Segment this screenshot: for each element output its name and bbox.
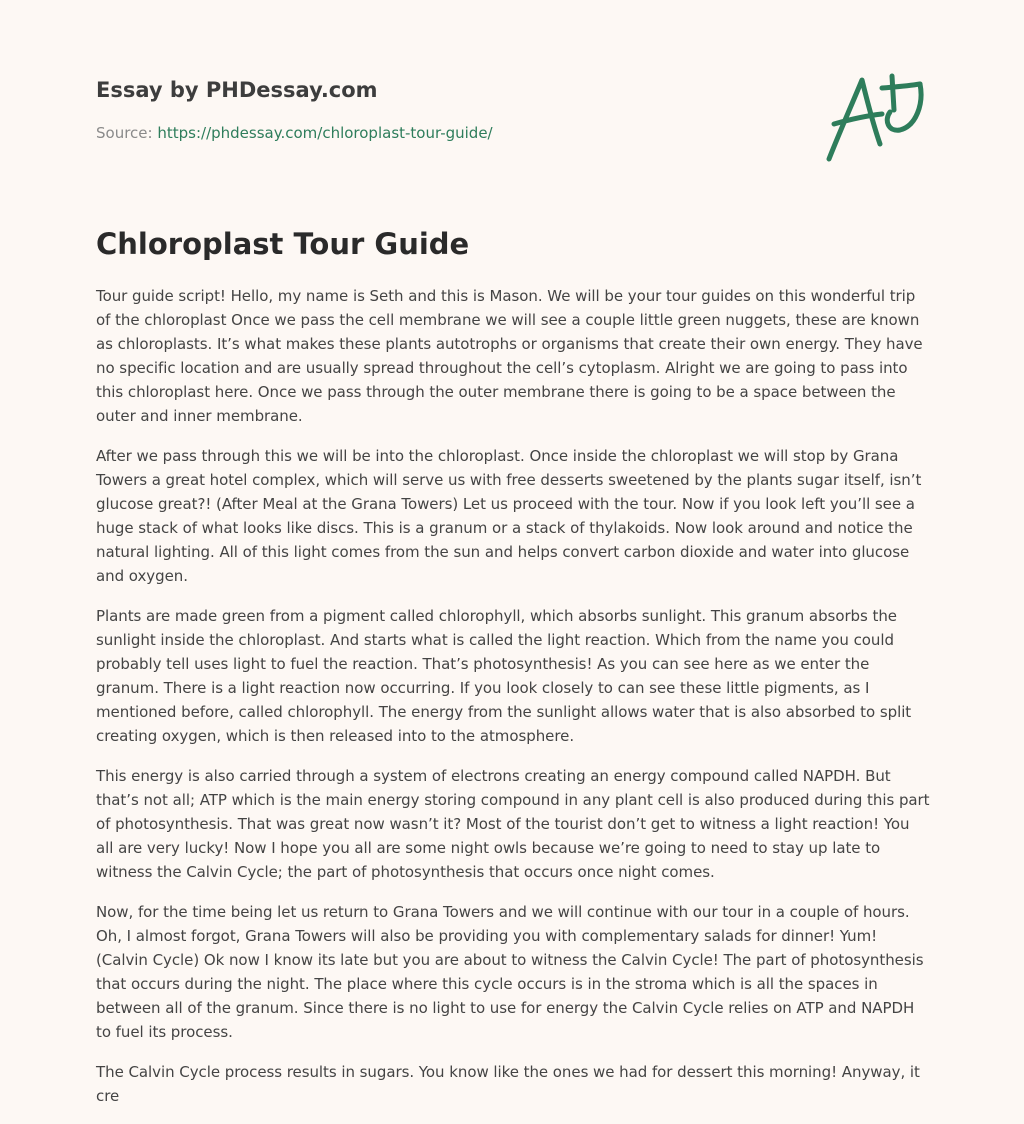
- essay-paragraph: Now, for the time being let us return to Grana Towers and we will continue with our tour in a couple of hours. Oh, I almost forgot, Grana Towers will also be providing you with complementary salads for dinner! Yum! (Calvin Cycle) Ok now I know its late but you are about to witness the Calvin Cycle! The part of photosynthesis that occurs during the night. The place where this cycle occurs is in the stroma which is all the spaces in between all of the granum. Since there is no light to use for energy the Calvin Cycle relies on ATP and NAPDH to fuel its process.: [96, 903, 924, 1041]
- essay-paragraph: Tour guide script! Hello, my name is Seth and this is Mason. We will be your tour guides on this wonderful trip of the chloroplast Once we pass the cell membrane we will see a couple little green nuggets, these are known as chloroplasts. It’s what makes these plants autotrophs or organisms that create their own energy. They have no specific location and are usually spread throughout the cell’s cytoplasm. Alright we are going to pass into this chloroplast here. Once we pass through the outer membrane there is going to be a space between the outer and inner membrane.: [96, 287, 923, 425]
- a-plus-logo-icon: [820, 66, 930, 166]
- source-label: Source:: [96, 124, 153, 142]
- essay-paragraph: The Calvin Cycle process results in sugars. You know like the ones we had for dessert this morning! Anyway, it cre: [96, 1063, 920, 1105]
- essay-paragraph: After we pass through this we will be into the chloroplast. Once inside the chloroplast we will stop by Grana Towers a great hotel complex, which will serve us with free desserts sweetened by the plants sugar itself, isn’t glucose great?! (After Meal at the Grana Towers) Let us proceed with the tour. Now if you look left you’ll see a huge stack of what looks like discs. This is a granum or a stack of thylakoids. Now look around and notice the natural lighting. All of this light comes from the sun and helps convert carbon dioxide and water into glucose and oxygen.: [96, 447, 922, 585]
- essay-paragraph: Plants are made green from a pigment called chlorophyll, which absorbs sunlight. This granum absorbs the sunlight inside the chloroplast. And starts what is called the light reaction. Which from the name you could probably tell uses light to fuel the reaction. That’s photosynthesis! As you can see here as we enter the granum. There is a light reaction now occurring. If you look closely to can see these little pigments, as I mentioned before, called chlorophyll. The energy from the sunlight allows water that is also absorbed to split creating oxygen, which is then released into to the atmosphere.: [96, 607, 912, 745]
- essay-paragraph: This energy is also carried through a system of electrons creating an energy compound called NAPDH. But that’s not all; ATP which is the main energy storing compound in any plant cell is also produced during this part of photosynthesis. That was great now wasn’t it? Most of the tourist don’t get to witness a light reaction! You all are very lucky! Now I hope you all are some night owls because we’re going to need to stay up late to witness the Calvin Cycle; the part of photosynthesis that occurs once night comes.: [96, 767, 930, 881]
- site-title: Essay by PHDessay.com: [96, 78, 378, 102]
- essay-body: [96, 284, 930, 1124]
- essay-title: Chloroplast Tour Guide: [96, 227, 470, 261]
- source-line: [96, 123, 493, 143]
- source-link[interactable]: https://phdessay.com/chloroplast-tour-guide/: [157, 124, 493, 142]
